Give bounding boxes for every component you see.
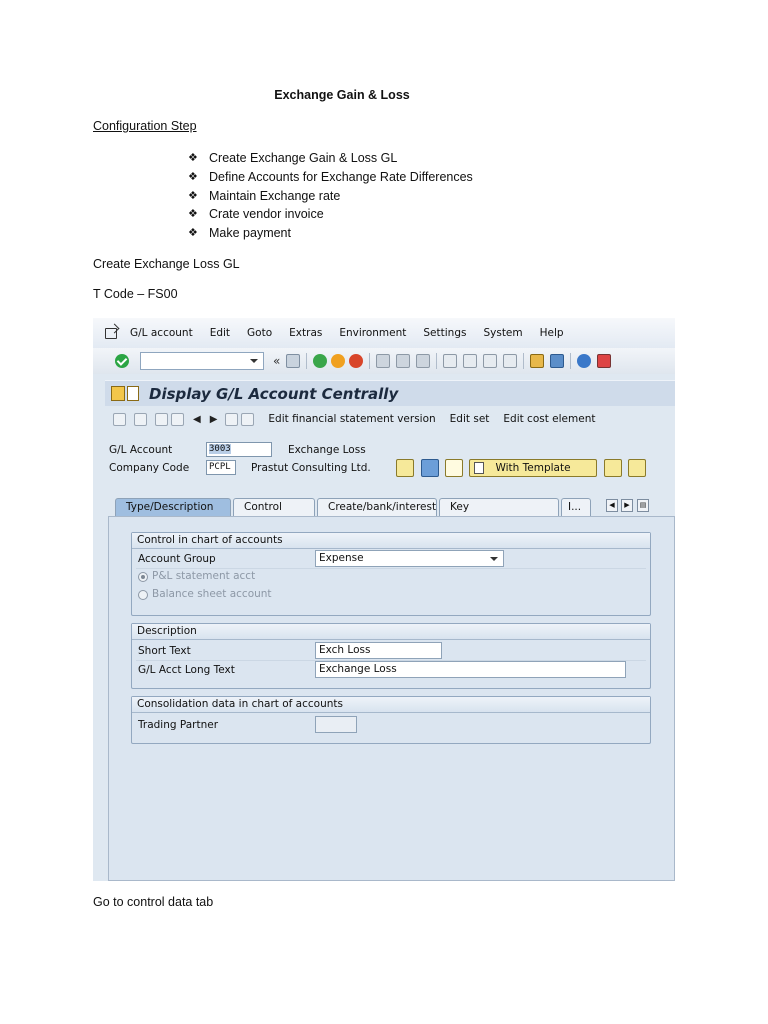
short-text-input[interactable]: Exch Loss — [315, 642, 442, 659]
first-page-icon[interactable] — [443, 354, 457, 368]
menu-icon[interactable] — [105, 328, 117, 339]
screen-icon — [127, 386, 139, 401]
edit-set-button[interactable]: Edit set — [449, 413, 490, 425]
menu-item-edit[interactable]: Edit — [209, 327, 231, 339]
paragraph-tcode: T Code – FS00 — [93, 287, 178, 301]
group-title: Control in chart of accounts — [132, 533, 650, 549]
cancel-icon[interactable] — [349, 354, 363, 368]
tab-control-data[interactable]: Control — [233, 498, 315, 516]
menu-item-help[interactable]: Help — [539, 327, 564, 339]
long-text-input[interactable]: Exchange Loss — [315, 661, 626, 678]
group-control-chart-of-accounts — [131, 532, 651, 616]
company-code-label: Company Code — [109, 462, 190, 474]
toolbar-divider — [369, 353, 370, 369]
company-name: Prastut Consulting Ltd. — [251, 462, 371, 474]
list-item — [188, 188, 473, 207]
short-text-label: Short Text — [138, 645, 191, 657]
delete-icon[interactable] — [628, 459, 646, 477]
exit-icon[interactable] — [331, 354, 345, 368]
redo-icon[interactable] — [171, 413, 184, 426]
gl-account-label: G/L Account — [109, 444, 173, 456]
trading-partner-input[interactable] — [315, 716, 357, 733]
step-text: Maintain Exchange rate — [209, 188, 341, 203]
group-title: Description — [132, 624, 650, 640]
with-template-label: With Template — [495, 462, 571, 474]
menu-bar — [93, 318, 675, 348]
list-item — [188, 150, 473, 169]
document-title: Exchange Gain & Loss — [274, 88, 410, 102]
list-item — [188, 225, 473, 244]
print-icon[interactable] — [376, 354, 390, 368]
display-change-icon[interactable] — [113, 413, 126, 426]
save-icon[interactable] — [286, 354, 300, 368]
account-group-select[interactable]: Expense — [315, 550, 504, 567]
edit-cost-element-button[interactable]: Edit cost element — [503, 413, 596, 425]
edit-pencil-icon[interactable] — [421, 459, 439, 477]
with-template-button[interactable] — [469, 459, 597, 477]
balance-sheet-radio[interactable] — [138, 590, 148, 600]
next-icon[interactable]: ▶ — [209, 413, 218, 425]
tab-key-word-translation[interactable]: Key — [439, 498, 559, 516]
find-next-icon[interactable] — [416, 354, 430, 368]
step-text: Create Exchange Gain & Loss GL — [209, 151, 398, 165]
step-text: Define Accounts for Exchange Rate Differences — [209, 169, 473, 184]
bullet-icon: ❖ — [188, 208, 198, 221]
command-field[interactable] — [140, 352, 264, 370]
step-text: Make payment — [209, 226, 291, 241]
bullet-icon: ❖ — [188, 170, 198, 183]
list-item — [188, 206, 473, 225]
list-item — [188, 169, 473, 188]
gl-account-value: 3003 — [209, 444, 231, 454]
back-icon[interactable] — [313, 354, 327, 368]
paragraph-create-gl: Create Exchange Loss GL — [93, 257, 240, 271]
previous-page-icon[interactable] — [463, 354, 477, 368]
where-used-icon[interactable] — [241, 413, 254, 426]
configuration-step-heading: Configuration Step — [93, 119, 197, 133]
screen-icon — [111, 386, 125, 401]
help-icon[interactable] — [577, 354, 591, 368]
tab-scroll-right-icon[interactable]: ▶ — [621, 499, 633, 512]
trading-partner-label: Trading Partner — [138, 719, 219, 731]
shortcut-icon[interactable] — [550, 354, 564, 368]
pl-statement-label: P&L statement acct — [152, 570, 256, 582]
undo-icon[interactable] — [155, 413, 168, 426]
previous-icon[interactable]: ◀ — [193, 413, 201, 425]
layout-menu-icon[interactable] — [597, 354, 611, 368]
paragraph-control-data: Go to control data tab — [93, 895, 214, 909]
toolbar-divider — [570, 353, 571, 369]
application-toolbar — [105, 406, 675, 432]
tab-list-icon[interactable]: ▤ — [637, 499, 649, 512]
document-icon — [474, 462, 484, 474]
hierarchy-icon[interactable] — [225, 413, 238, 426]
lock-icon[interactable] — [604, 459, 622, 477]
group-description — [131, 623, 651, 689]
group-title: Consolidation data in chart of accounts — [132, 697, 650, 713]
screen-title: Display G/L Account Centrally — [149, 384, 399, 403]
toolbar-divider — [306, 353, 307, 369]
group-consolidation — [131, 696, 651, 744]
last-page-icon[interactable] — [503, 354, 517, 368]
bullet-icon: ❖ — [188, 189, 198, 202]
menu-item-goto[interactable]: Goto — [247, 327, 273, 339]
gl-account-field[interactable] — [206, 442, 272, 457]
tab-information[interactable]: I... — [561, 498, 591, 516]
balance-sheet-label: Balance sheet account — [152, 588, 272, 600]
toolbar-divider — [523, 353, 524, 369]
create-session-icon[interactable] — [530, 354, 544, 368]
tab-create-bank-interest[interactable]: Create/bank/interest — [317, 498, 437, 516]
find-icon[interactable] — [396, 354, 410, 368]
menu-item-system[interactable]: System — [483, 327, 523, 339]
tab-scroll-left-icon[interactable]: ◀ — [606, 499, 618, 512]
pl-statement-radio[interactable] — [138, 572, 148, 582]
bullet-icon: ❖ — [188, 227, 198, 240]
edit-financial-statement-version-button[interactable]: Edit financial statement version — [268, 413, 436, 425]
long-text-label: G/L Acct Long Text — [138, 664, 235, 676]
next-page-icon[interactable] — [483, 354, 497, 368]
other-object-icon[interactable] — [134, 413, 147, 426]
display-icon[interactable] — [396, 459, 414, 477]
screen-title-bar — [105, 380, 675, 406]
menu-item-settings[interactable]: Settings — [423, 327, 467, 339]
bullet-icon: ❖ — [188, 152, 198, 164]
tab-type-description[interactable]: Type/Description — [115, 498, 231, 516]
enter-icon[interactable] — [115, 354, 129, 368]
configuration-steps-list — [188, 150, 473, 244]
step-text: Crate vendor invoice — [209, 207, 324, 222]
create-document-icon[interactable] — [445, 459, 463, 477]
tab-panel — [108, 516, 675, 881]
standard-toolbar — [93, 348, 675, 374]
company-code-field[interactable]: PCPL — [206, 460, 236, 475]
gl-account-description: Exchange Loss — [288, 444, 366, 456]
double-chevron-left-icon[interactable]: « — [273, 354, 281, 368]
toolbar-divider — [436, 353, 437, 369]
tab-strip — [115, 498, 593, 516]
menu-item-gl-account[interactable]: G/L account — [130, 327, 193, 339]
menu-item-extras[interactable]: Extras — [289, 327, 323, 339]
sap-screenshot — [93, 318, 675, 881]
divider — [136, 568, 646, 569]
account-group-label: Account Group — [138, 553, 216, 565]
menu-item-environment[interactable]: Environment — [339, 327, 407, 339]
